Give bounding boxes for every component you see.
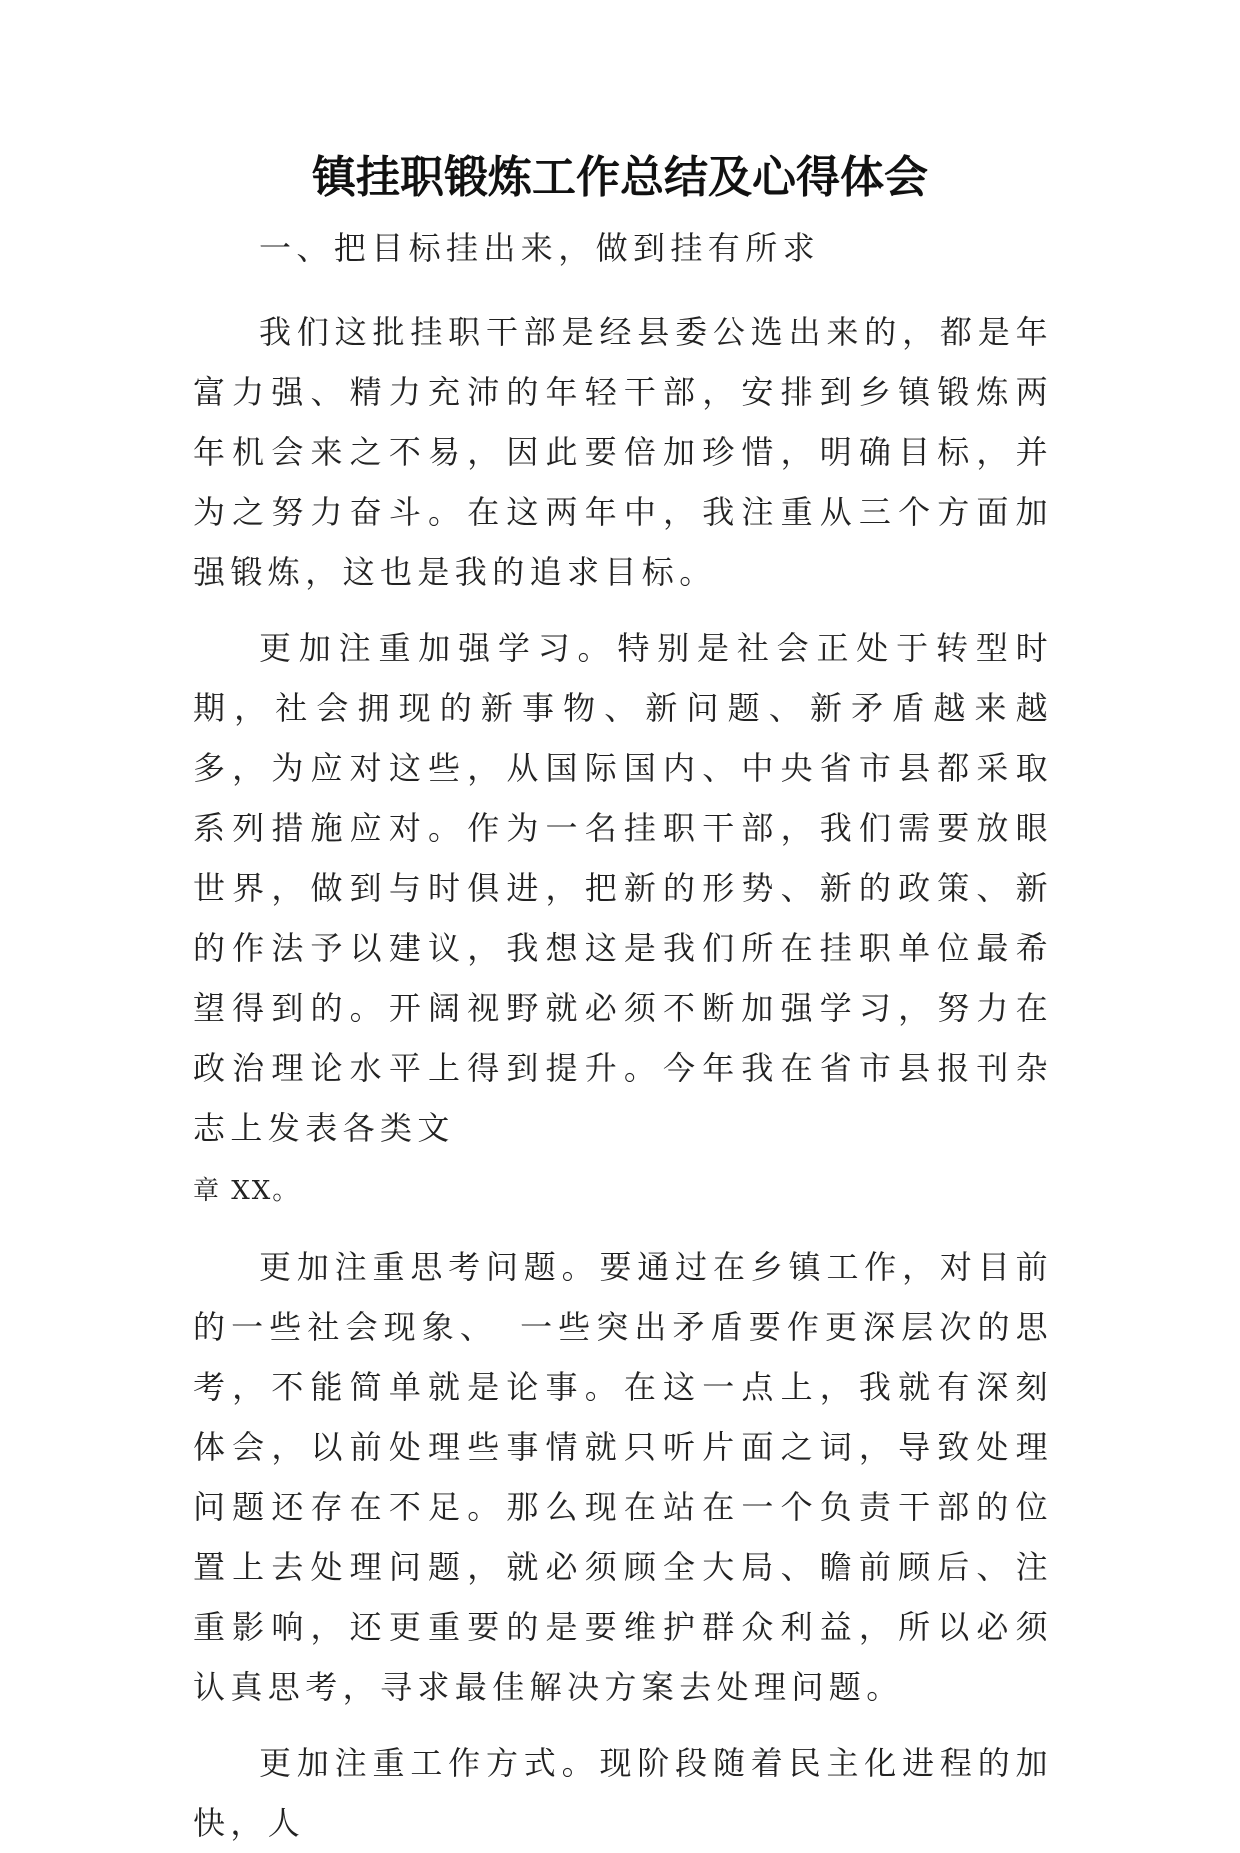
paragraph-thinking: 更加注重思考问题。要通过在乡镇工作，对目前的一些社会现象、 一些突出矛盾要作更深层次的思考，不能简单就是论事。在这一点上，我就有深刻体会，以前处理些事情就只听片面之词，导致处理问题还存在不足。那么现在站在一个负责干部的位置上去处理问题，就必须顾全大局、瞻前顾后、注重影响，还更重要的是要维护群众利益，所以必须认真思考，寻求最佳解决方案去处理问题。 — [193, 1248, 1053, 1706]
document-title: 镇挂职锻炼工作总结及心得体会 — [312, 152, 928, 203]
paragraph-study-tail-text: 章 XX。 — [193, 1176, 301, 1206]
paragraph-study-tail — [193, 1158, 1053, 1221]
paragraph-study: 更加注重加强学习。特别是社会正处于转型时期，社会拥现的新事物、新问题、新矛盾越来越多，为应对这些，从国际国内、中央省市县都采取系列措施应对。作为一名挂职干部，我们需要放眼世界，做到与时俱进，把新的形势、新的政策、新的作法予以建议，我想这是我们所在挂职单位最希望得到的。开阔视野就必须不断加强学习，努力在政治理论水平上得到提升。今年我在省市县报刊杂志上发表各类文 — [193, 629, 1053, 1147]
section-heading: 一、把目标挂出来，做到挂有所求 — [259, 229, 821, 267]
paragraph-work-method: 更加注重工作方式。现阶段随着民主化进程的加快，人 — [193, 1744, 1053, 1842]
paragraph-selection: 我们这批挂职干部是经县委公选出来的，都是年富力强、精力充沛的年轻干部，安排到乡镇锻炼两年机会来之不易，因此要倍加珍惜，明确目标，并为之努力奋斗。在这两年中，我注重从三个方面加强锻炼，这也是我的追求目标。 — [193, 313, 1053, 591]
document-body — [193, 218, 1053, 1853]
